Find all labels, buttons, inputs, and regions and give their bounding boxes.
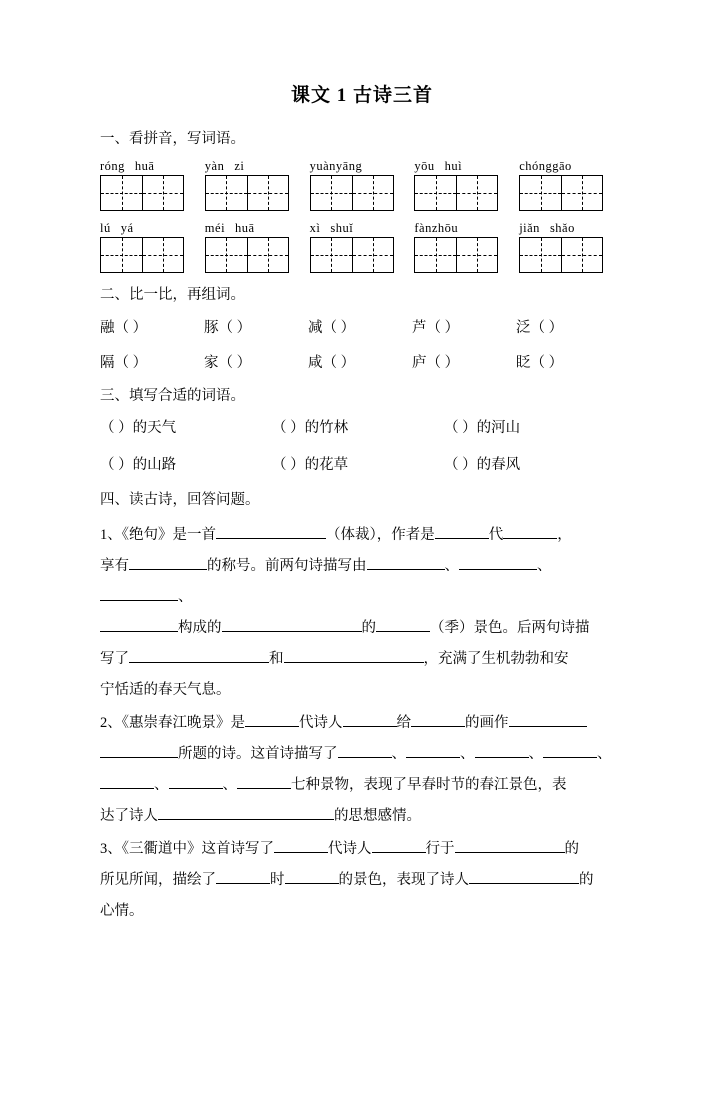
q2-sep-2: 、 <box>460 746 475 763</box>
blank-line[interactable] <box>216 866 270 884</box>
blank-line[interactable] <box>284 645 424 663</box>
word-build-item[interactable]: 泛（ ） <box>516 319 564 336</box>
word-build-item[interactable]: 家（ ） <box>204 354 252 371</box>
pinyin-text <box>205 221 310 236</box>
blank-line[interactable] <box>222 614 362 632</box>
q1-text-h: 的 <box>361 620 376 637</box>
pinyin-item <box>205 159 310 211</box>
pinyin-item <box>310 159 415 211</box>
blank-line[interactable] <box>100 583 178 601</box>
word-build-row-1 <box>100 316 624 337</box>
blank-line[interactable] <box>100 771 154 789</box>
word-build-item[interactable]: 咸（ ） <box>308 354 356 371</box>
grid-cell[interactable] <box>415 176 456 210</box>
section-2-heading: 二、比一比，再组词。 <box>100 287 245 304</box>
blank-line[interactable] <box>338 740 392 758</box>
word-build-item[interactable]: 芦（ ） <box>412 319 460 336</box>
blank-line[interactable] <box>216 521 326 539</box>
blank-line[interactable] <box>459 552 537 570</box>
q2-sep-1: 、 <box>391 746 406 763</box>
question-1 <box>100 520 624 706</box>
phrase-fill-item[interactable]: （ ）的山路 <box>100 456 177 473</box>
pinyin-syllable-a: jiǎn <box>519 221 540 236</box>
pinyin-row <box>100 159 624 211</box>
grid-cell[interactable] <box>311 238 352 272</box>
q1-text-l: ，充满了生机勃勃和安 <box>423 651 569 668</box>
pinyin-syllable-b: yāng <box>335 159 363 174</box>
q2-text-g: 达了诗人 <box>100 808 158 825</box>
pinyin-syllable-a: méi <box>204 221 226 236</box>
character-grid[interactable] <box>100 175 184 211</box>
blank-line[interactable] <box>169 771 223 789</box>
blank-line[interactable] <box>367 552 445 570</box>
q1-text-d: ， <box>557 527 572 544</box>
blank-line[interactable] <box>509 709 587 727</box>
blank-line[interactable] <box>475 740 529 758</box>
q1-sep-3: 、 <box>178 589 193 606</box>
grid-cell[interactable] <box>206 176 247 210</box>
question-3 <box>100 834 624 927</box>
pinyin-text <box>519 221 624 236</box>
word-build-item[interactable]: 减（ ） <box>308 319 356 336</box>
word-build-item[interactable]: 融（ ） <box>100 319 148 336</box>
pinyin-syllable-b: huā <box>134 159 155 174</box>
pinyin-block-row-1 <box>100 159 624 211</box>
blank-line[interactable] <box>435 521 489 539</box>
pinyin-syllable-b: zhōu <box>431 221 459 236</box>
word-build-item[interactable]: 眨（ ） <box>516 354 564 371</box>
pinyin-syllable-b: yá <box>120 221 134 236</box>
pinyin-text <box>205 159 310 174</box>
pinyin-syllable-a: lú <box>100 221 111 236</box>
pinyin-text <box>100 221 205 236</box>
phrase-fill-row-2 <box>100 453 624 474</box>
phrase-fill-item[interactable]: （ ）的天气 <box>100 419 177 436</box>
pinyin-syllable-a: yuàn <box>309 159 336 174</box>
pinyin-item <box>100 159 205 211</box>
blank-line[interactable] <box>237 771 291 789</box>
q3-text-b: 代诗人 <box>328 841 372 858</box>
q1-text-g: 构成的 <box>178 620 222 637</box>
character-grid[interactable] <box>205 175 289 211</box>
q1-text-f: 的称号。前两句诗描写由 <box>207 558 367 575</box>
q2-text-f: 七种景物，表现了早春时节的春江景色，表 <box>291 777 567 794</box>
blank-line[interactable] <box>411 709 465 727</box>
q1-sep-2: 、 <box>537 558 552 575</box>
pinyin-block-row-2 <box>100 221 624 273</box>
grid-cell[interactable] <box>142 176 183 210</box>
blank-line[interactable] <box>245 709 299 727</box>
phrase-fill-item[interactable]: （ ）的河山 <box>444 419 521 436</box>
page-title: 课文 1 古诗三首 <box>290 85 433 106</box>
q3-text-e: 所见所闻，描绘了 <box>100 872 216 889</box>
q2-text-b: 代诗人 <box>299 715 343 732</box>
pinyin-text <box>310 159 415 174</box>
blank-line[interactable] <box>100 614 178 632</box>
pinyin-text <box>414 221 519 236</box>
grid-cell[interactable] <box>520 176 561 210</box>
grid-cell[interactable] <box>247 176 288 210</box>
phrase-fill-item[interactable]: （ ）的花草 <box>272 456 349 473</box>
q1-text-b: （体裁），作者是 <box>326 527 435 544</box>
q2-sep-3: 、 <box>528 746 543 763</box>
section-3-heading: 三、填写合适的词语。 <box>100 387 245 404</box>
blank-line[interactable] <box>100 740 178 758</box>
q3-text-d: 的 <box>564 841 579 858</box>
character-grid[interactable] <box>100 237 184 273</box>
word-build-item[interactable]: 豚（ ） <box>204 319 252 336</box>
word-build-item[interactable]: 庐（ ） <box>412 354 460 371</box>
q1-text-a: 1、《绝句》是一首 <box>100 527 216 544</box>
blank-line[interactable] <box>406 740 460 758</box>
q2-text-h: 的思想感情。 <box>334 808 421 825</box>
section-1-heading: 一、看拼音，写词语。 <box>100 131 245 147</box>
pinyin-syllable-a: róng <box>100 159 125 174</box>
character-grid[interactable] <box>205 237 289 273</box>
q1-text-e: 享有 <box>100 558 129 575</box>
pinyin-syllable-b: shuǐ <box>330 221 354 236</box>
pinyin-text <box>519 159 624 174</box>
pinyin-syllable-b: gāo <box>552 159 572 174</box>
q2-text-d: 的画作 <box>465 715 509 732</box>
blank-line[interactable] <box>274 835 328 853</box>
word-build-item[interactable]: 隔（ ） <box>100 354 148 371</box>
q1-sep-1: 、 <box>444 558 459 575</box>
worksheet-page <box>0 80 724 1104</box>
q2-text-e: 所题的诗。这首诗描写了 <box>178 746 338 763</box>
blank-line[interactable] <box>158 802 334 820</box>
grid-cell[interactable] <box>101 176 142 210</box>
character-grid[interactable] <box>519 175 603 211</box>
character-grid[interactable] <box>414 237 498 273</box>
pinyin-syllable-a: xì <box>309 221 321 236</box>
blank-line[interactable] <box>469 866 579 884</box>
word-build-row-2 <box>100 351 624 372</box>
phrase-fill-item[interactable]: （ ）的春风 <box>444 456 521 473</box>
grid-cell[interactable] <box>456 238 497 272</box>
pinyin-item <box>519 159 624 211</box>
blank-line[interactable] <box>285 866 339 884</box>
pinyin-syllable-a: fàn <box>414 221 432 236</box>
q3-text-f: 时 <box>270 872 285 889</box>
grid-cell[interactable] <box>101 238 142 272</box>
pinyin-row <box>100 221 624 273</box>
blank-line[interactable] <box>376 614 430 632</box>
q3-text-h: 的 <box>579 872 594 889</box>
blank-line[interactable] <box>543 740 597 758</box>
pinyin-item <box>205 221 310 273</box>
grid-cell[interactable] <box>561 176 602 210</box>
character-grid[interactable] <box>519 237 603 273</box>
grid-cell[interactable] <box>142 238 183 272</box>
grid-cell[interactable] <box>311 176 352 210</box>
pinyin-syllable-b: huā <box>235 221 255 236</box>
q1-text-k: 和 <box>269 651 284 668</box>
pinyin-syllable-b: shǎo <box>549 221 575 236</box>
grid-cell[interactable] <box>520 238 561 272</box>
grid-cell[interactable] <box>415 238 456 272</box>
grid-cell[interactable] <box>456 176 497 210</box>
grid-cell[interactable] <box>206 238 247 272</box>
q3-text-i: 心情。 <box>100 903 144 920</box>
pinyin-text <box>100 159 205 174</box>
pinyin-item <box>519 221 624 273</box>
pinyin-item <box>100 221 205 273</box>
grid-cell[interactable] <box>561 238 602 272</box>
pinyin-syllable-a: yōu <box>414 159 435 174</box>
grid-cell[interactable] <box>247 238 288 272</box>
q2-sep-6: 、 <box>222 777 237 794</box>
blank-line[interactable] <box>129 645 269 663</box>
section-4-heading: 四、读古诗，回答问题。 <box>100 491 260 508</box>
q2-sep-4: 、 <box>597 746 612 763</box>
pinyin-syllable-b: huì <box>444 159 463 174</box>
q2-text-c: 给 <box>396 715 411 732</box>
grid-cell[interactable] <box>352 238 393 272</box>
q1-text-m: 宁恬适的春天气息。 <box>100 682 231 699</box>
q3-text-g: 的景色，表现了诗人 <box>338 872 469 889</box>
pinyin-text <box>414 159 519 174</box>
blank-line[interactable] <box>372 835 426 853</box>
phrase-fill-item[interactable]: （ ）的竹林 <box>272 419 349 436</box>
pinyin-syllable-a: yàn <box>204 159 225 174</box>
character-grid[interactable] <box>310 175 394 211</box>
pinyin-syllable-b: zi <box>234 159 245 174</box>
pinyin-item <box>414 221 519 273</box>
q3-text-c: 行于 <box>425 841 455 858</box>
q2-text-a: 2、《惠崇春江晚景》是 <box>100 715 245 732</box>
pinyin-item <box>414 159 519 211</box>
q1-text-c: 代 <box>488 527 504 544</box>
q3-text-a: 3、《三衢道中》这首诗写了 <box>100 841 274 858</box>
blank-line[interactable] <box>503 521 557 539</box>
q1-text-i: （季）景色。后两句诗描 <box>430 620 590 637</box>
blank-line[interactable] <box>455 835 565 853</box>
question-2 <box>100 708 624 832</box>
blank-line[interactable] <box>129 552 207 570</box>
phrase-fill-row-1 <box>100 416 624 437</box>
pinyin-text <box>310 221 415 236</box>
blank-line[interactable] <box>343 709 397 727</box>
q2-sep-5: 、 <box>154 777 169 794</box>
pinyin-syllable-a: chóng <box>519 159 553 174</box>
character-grid[interactable] <box>310 237 394 273</box>
q1-text-j: 写了 <box>100 651 129 668</box>
grid-cell[interactable] <box>352 176 393 210</box>
character-grid[interactable] <box>414 175 498 211</box>
pinyin-item <box>310 221 415 273</box>
